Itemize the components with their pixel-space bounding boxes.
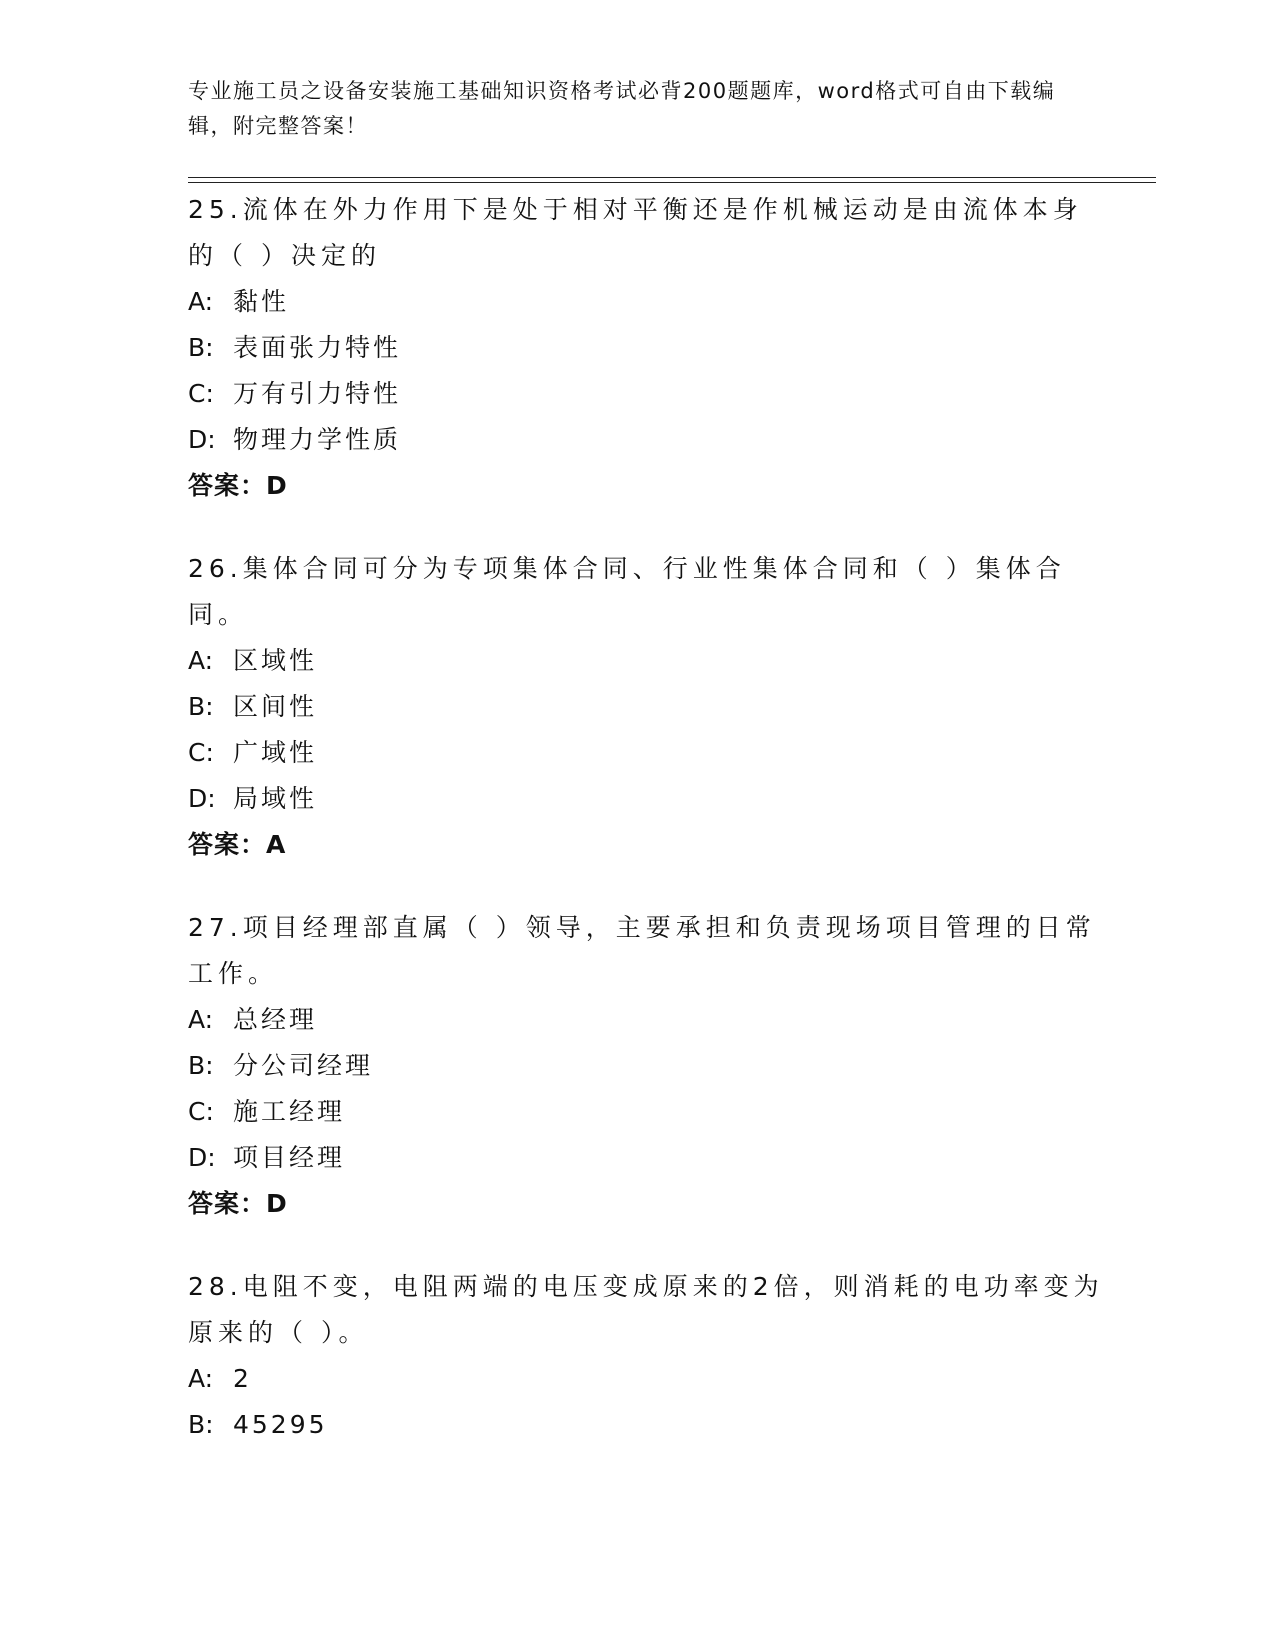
question-item — [188, 905, 1108, 1227]
question-text: 28.电阻不变，电阻两端的电压变成原来的2倍，则消耗的电功率变为原来的（ ）。 — [188, 1272, 1104, 1347]
question-list — [188, 187, 1108, 1485]
option-key: B: — [188, 1051, 214, 1080]
option-text: 区域性 — [233, 646, 318, 675]
option-text: 黏性 — [233, 287, 290, 316]
header-divider-top — [188, 177, 1156, 178]
option-key: A: — [188, 646, 214, 675]
option-b — [188, 325, 1108, 371]
question-item — [188, 1264, 1108, 1448]
question-item — [188, 546, 1108, 868]
option-key: C: — [188, 379, 214, 408]
option-b — [188, 684, 1108, 730]
option-key: B: — [188, 333, 214, 362]
option-c — [188, 371, 1108, 417]
option-b — [188, 1043, 1108, 1089]
option-text: 45295 — [233, 1410, 328, 1439]
option-key: D: — [188, 1143, 216, 1172]
option-b — [188, 1402, 1108, 1448]
option-d — [188, 776, 1108, 822]
option-key: C: — [188, 738, 214, 767]
option-text: 2 — [233, 1364, 252, 1393]
option-key: A: — [188, 1005, 214, 1034]
option-a — [188, 638, 1108, 684]
header-divider-bottom — [188, 182, 1156, 183]
question-text: 27.项目经理部直属（ ）领导，主要承担和负责现场项目管理的日常工作。 — [188, 913, 1096, 988]
option-key: A: — [188, 287, 214, 316]
option-text: 分公司经理 — [233, 1051, 374, 1080]
option-key: C: — [188, 1097, 214, 1126]
option-text: 物理力学性质 — [233, 425, 402, 454]
option-c — [188, 1089, 1108, 1135]
answer-text: 答案：A — [188, 830, 287, 859]
option-key: D: — [188, 784, 216, 813]
option-text: 项目经理 — [233, 1143, 346, 1172]
option-a — [188, 997, 1108, 1043]
option-text: 区间性 — [233, 692, 318, 721]
option-a — [188, 279, 1108, 325]
option-d — [188, 417, 1108, 463]
question-text: 26.集体合同可分为专项集体合同、行业性集体合同和（ ）集体合同。 — [188, 554, 1066, 629]
option-text: 广域性 — [233, 738, 318, 767]
answer-text: 答案：D — [188, 471, 288, 500]
document-header: 专业施工员之设备安装施工基础知识资格考试必背200题题库，word格式可自由下载编辑，附完整答案！ — [188, 79, 1056, 138]
option-key: B: — [188, 692, 214, 721]
question-item — [188, 187, 1108, 509]
option-a — [188, 1356, 1108, 1402]
option-text: 局域性 — [233, 784, 318, 813]
option-text: 施工经理 — [233, 1097, 346, 1126]
option-key: A: — [188, 1364, 214, 1393]
question-text: 25.流体在外力作用下是处于相对平衡还是作机械运动是由流体本身的（ ）决定的 — [188, 195, 1083, 270]
option-key: B: — [188, 1410, 214, 1439]
option-c — [188, 730, 1108, 776]
option-text: 万有引力特性 — [233, 379, 402, 408]
option-d — [188, 1135, 1108, 1181]
option-text: 总经理 — [233, 1005, 318, 1034]
answer-text: 答案：D — [188, 1189, 288, 1218]
option-key: D: — [188, 425, 216, 454]
option-text: 表面张力特性 — [233, 333, 402, 362]
